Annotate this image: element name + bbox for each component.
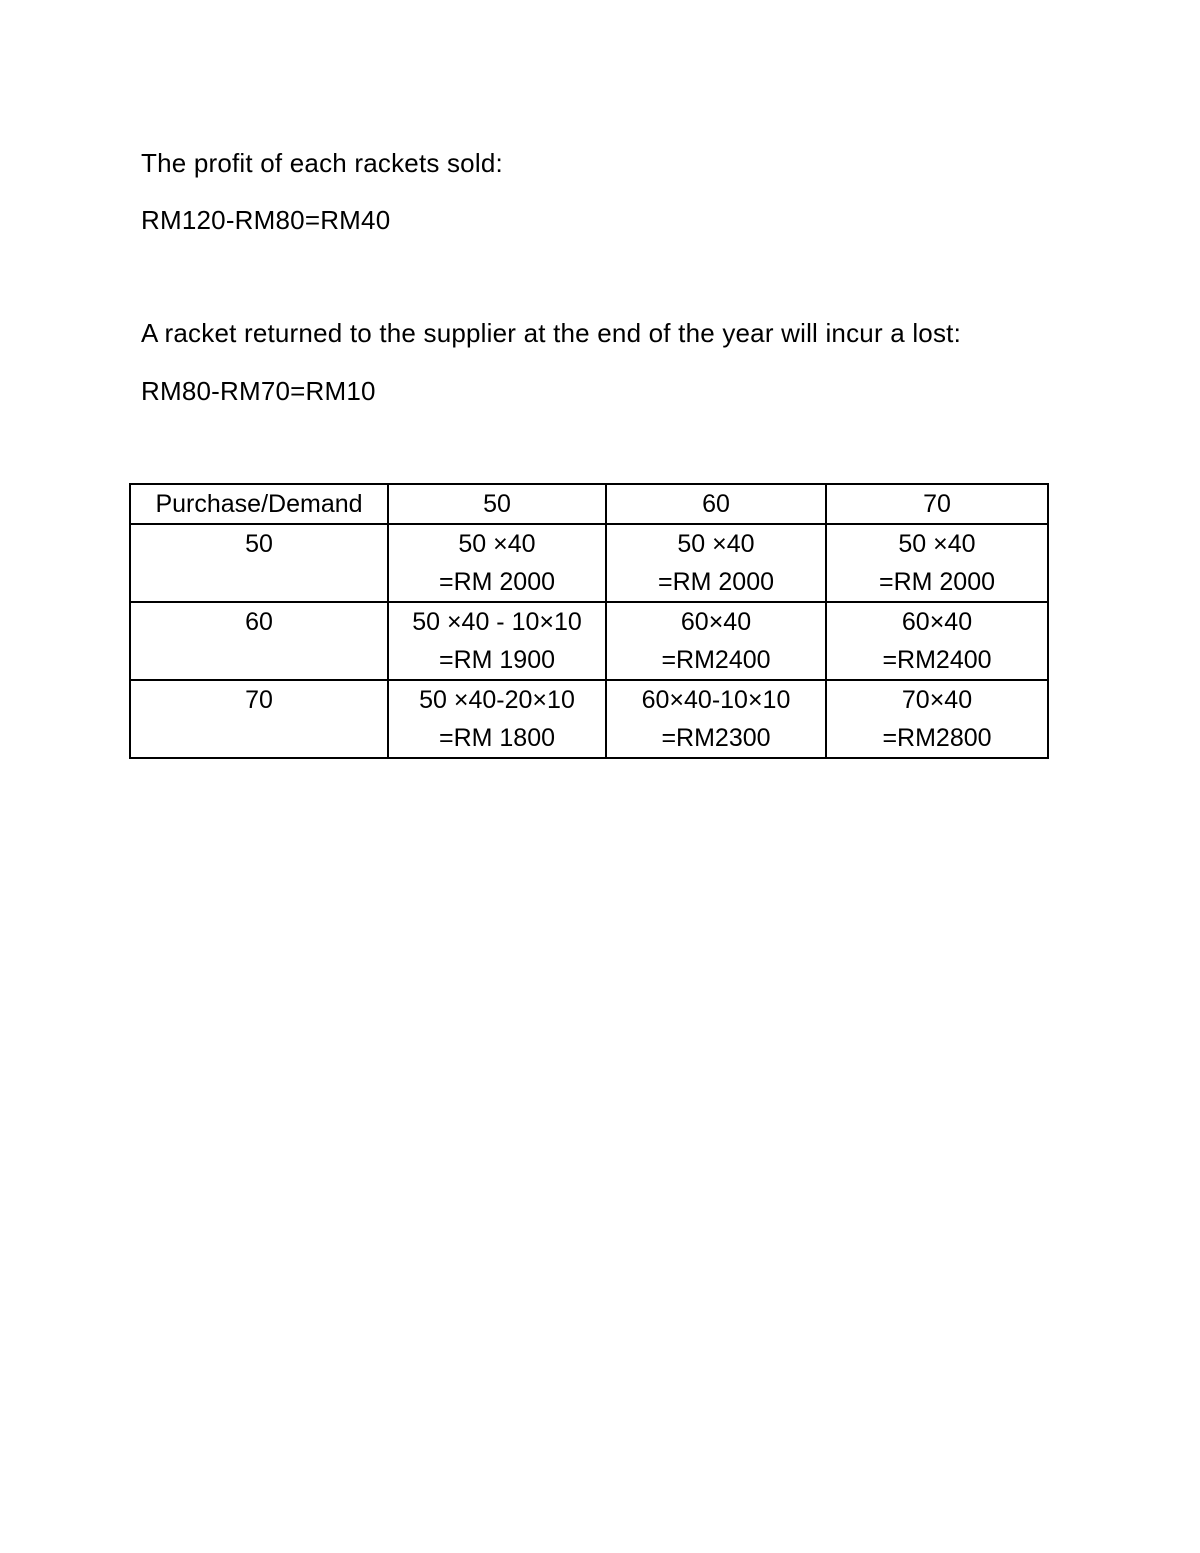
payoff-result: =RM2800 [882, 724, 992, 752]
payoff-expression: 50 ×40-20×10 [419, 686, 575, 714]
payoff-result: =RM 2000 [657, 568, 775, 596]
payoff-expression: 60×40 [901, 608, 973, 636]
profit-formula: RM120-RM80=RM40 [141, 205, 391, 235]
payoff-expression: 50 ×40 [677, 530, 755, 558]
payoff-cell [388, 524, 606, 602]
payoff-expression: 50 ×40 [898, 530, 976, 558]
payoff-expression: 60×40 [680, 608, 752, 636]
payoff-cell [606, 680, 826, 758]
payoff-result: =RM2400 [882, 646, 992, 674]
table-row [130, 680, 1048, 758]
payoff-cell [826, 680, 1048, 758]
profit-heading: The profit of each rackets sold: [141, 148, 503, 178]
loss-heading: A racket returned to the supplier at the end of the year will incur a lost: [141, 318, 961, 348]
payoff-cell [826, 602, 1048, 680]
demand-header: 60 [606, 484, 826, 524]
payoff-cell [606, 602, 826, 680]
table-header-row [130, 484, 1048, 524]
payoff-result: =RM2400 [661, 646, 771, 674]
table-row [130, 602, 1048, 680]
loss-formula: RM80-RM70=RM10 [141, 376, 376, 406]
payoff-table [129, 483, 1049, 759]
demand-header: 70 [826, 484, 1048, 524]
payoff-expression: 50 ×40 [458, 530, 536, 558]
corner-header: Purchase/Demand [130, 484, 388, 524]
payoff-cell [826, 524, 1048, 602]
payoff-cell [388, 680, 606, 758]
payoff-cell [606, 524, 826, 602]
table-row [130, 524, 1048, 602]
purchase-label: 60 [130, 602, 388, 680]
demand-header: 50 [388, 484, 606, 524]
payoff-cell [388, 602, 606, 680]
payoff-result: =RM 2000 [438, 568, 556, 596]
payoff-result: =RM 2000 [878, 568, 996, 596]
purchase-label: 70 [130, 680, 388, 758]
payoff-result: =RM 1800 [438, 724, 556, 752]
purchase-label: 50 [130, 524, 388, 602]
payoff-result: =RM2300 [661, 724, 771, 752]
payoff-expression: 50 ×40 - 10×10 [412, 608, 582, 636]
payoff-expression: 70×40 [901, 686, 973, 714]
payoff-expression: 60×40-10×10 [641, 686, 791, 714]
payoff-result: =RM 1900 [438, 646, 556, 674]
